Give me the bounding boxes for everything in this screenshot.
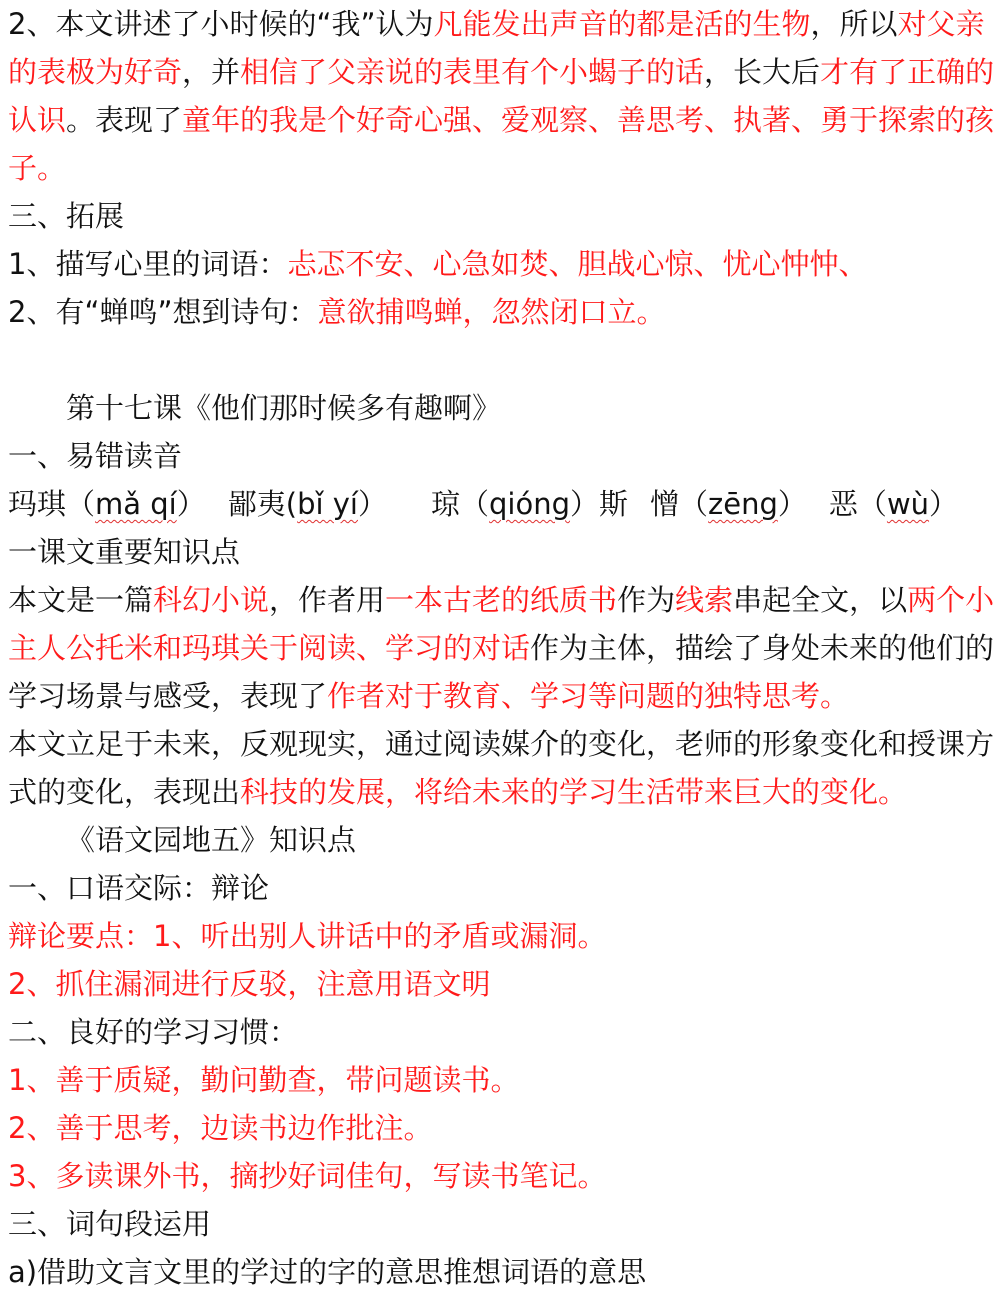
debate-point-2: 2、抓住漏洞进行反驳，注意用语文明 bbox=[8, 967, 491, 1001]
habit-item-1: 1、善于质疑，勤问勤查，带问题读书。 bbox=[8, 1063, 520, 1097]
list-item-cicada-poem: 2、有“蝉鸣”想到诗句：意欲捕鸣蝉，忽然闭口立。 bbox=[8, 295, 666, 329]
garden-five-title: 《语文园地五》知识点 bbox=[66, 823, 357, 857]
heading-pronunciation: 一、易错读音 bbox=[8, 439, 183, 473]
list-item-heart-words: 1、描写心里的词语：忐忑不安、心急如焚、胆战心惊、忧心忡忡、 bbox=[8, 247, 868, 281]
pronunciation-row: 玛琪（mǎ qí） 鄙夷(bǐ yí） 琼（qióng）斯 憎（zēng） 恶（wù） bbox=[8, 487, 959, 521]
habit-item-3: 3、多读课外书，摘抄好词佳句，写读书笔记。 bbox=[8, 1159, 607, 1193]
lesson-17-title: 第十七课《他们那时候多有趣啊》 bbox=[66, 391, 502, 425]
paragraph-lesson17-summary: 本文是一篇科幻小说，作者用一本古老的纸质书作为线索串起全文，以两个小主人公托米和玛琪关于阅读、学习的对话作为主体，描绘了身处未来的他们的学习场景与感受，表现了作者对于教育、学习等问题的独特思考。 bbox=[8, 583, 995, 713]
heading-key-points: 一课文重要知识点 bbox=[8, 535, 241, 569]
heading-oral-communication: 一、口语交际：辩论 bbox=[8, 871, 270, 905]
heading-expand: 三、拓展 bbox=[8, 199, 125, 233]
habit-item-2: 2、善于思考，边读书边作批注。 bbox=[8, 1111, 433, 1145]
paragraph-summary-lesson16: 2、本文讲述了小时候的“我”认为凡能发出声音的都是活的生物，所以对父亲的表极为好奇，并相信了父亲说的表里有个小蝎子的话，长大后才有了正确的认识。表现了童年的我是个好奇心强、爱观察、善思考、执著、勇于探索的孩子。 bbox=[8, 7, 995, 185]
debate-point-1: 辩论要点：1、听出别人讲话中的矛盾或漏洞。 bbox=[8, 919, 607, 953]
usage-item-a: a)借助文言文里的学过的字的意思推想词语的意思 bbox=[8, 1255, 647, 1289]
blank-line bbox=[8, 336, 1000, 384]
paragraph-lesson17-theme: 本文立足于未来，反观现实，通过阅读媒介的变化，老师的形象变化和授课方式的变化，表现出科技的发展，将给未来的学习生活带来巨大的变化。 bbox=[8, 727, 995, 809]
heading-word-usage: 三、词句段运用 bbox=[8, 1207, 212, 1241]
heading-study-habits: 二、良好的学习习惯： bbox=[8, 1015, 299, 1049]
